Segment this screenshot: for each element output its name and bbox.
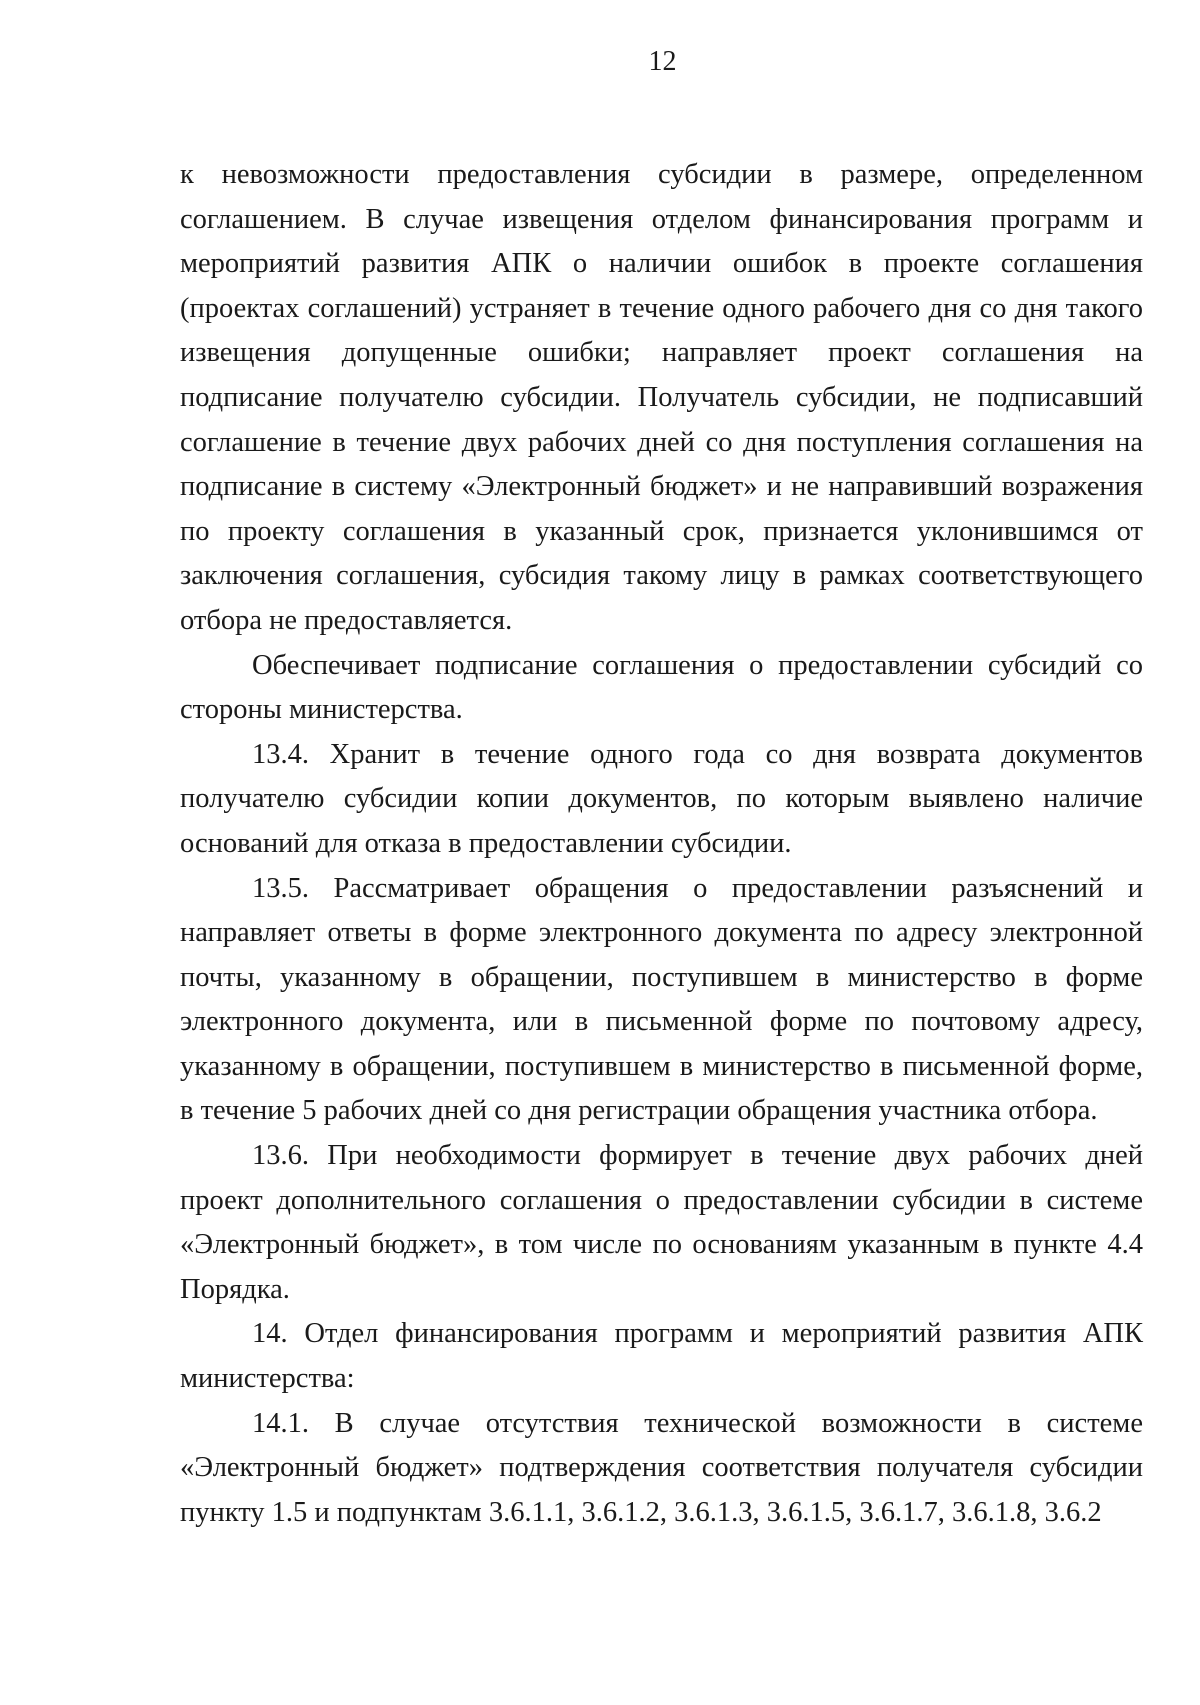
page-number: 12 (648, 46, 677, 77)
paragraph-13-5: 13.5. Рассматривает обращения о предоставлении разъяснений и направляет ответы в форме электронного документа по адресу электронной почты, указанному в обращении, поступившем в министерство в форме электронного документа, или в письменной форме по почтовому адресу, указанному в обращении, поступившем в министерство в письменной форме, в течение 5 рабочих дней со дня регистрации обращения участника отбора. (180, 872, 1143, 1127)
paragraph-14: 14. Отдел финансирования программ и мероприятий развития АПК министерства: (180, 1318, 1143, 1395)
paragraph-signing: Обеспечивает подписание соглашения о предоставлении субсидий со стороны министерства. (180, 649, 1143, 726)
document-body (180, 153, 1143, 1535)
paragraph-13-6: 13.6. При необходимости формирует в течение двух рабочих дней проект дополнительного соглашения о предоставлении субсидии в системе «Электронный бюджет», в том числе по основаниям указанным в пункте 4.4 Порядка. (180, 1140, 1143, 1305)
paragraph-continuation: к невозможности предоставления субсидии в размере, определенном соглашением. В случае извещения отделом финансирования программ и мероприятий развития АПК о наличии ошибок в проекте соглашения (проектах соглашений) устраняет в течение одного рабочего дня со дня такого извещения допущенные ошибки; направляет проект соглашения на подписание получателю субсидии. Получатель субсидии, не подписавший соглашение в течение двух рабочих дней со дня поступления соглашения на подписание в систему «Электронный бюджет» и не направивший возражения по проекту соглашения в указанный срок, признается уклонившимся от заключения соглашения, субсидия такому лицу в рамках соответствующего отбора не предоставляется. (180, 159, 1143, 636)
paragraph-13-4: 13.4. Хранит в течение одного года со дня возврата документов получателю субсидии копии документов, по которым выявлено наличие оснований для отказа в предоставлении субсидии. (180, 738, 1143, 859)
paragraph-14-1: 14.1. В случае отсутствия технической возможности в системе «Электронный бюджет» подтверждения соответствия получателя субсидии пункту 1.5 и подпунктам 3.6.1.1, 3.6.1.2, 3.6.1.3, 3.6.1.5, 3.6.1.7, 3.6.1.8, 3.6.2 (180, 1407, 1143, 1528)
